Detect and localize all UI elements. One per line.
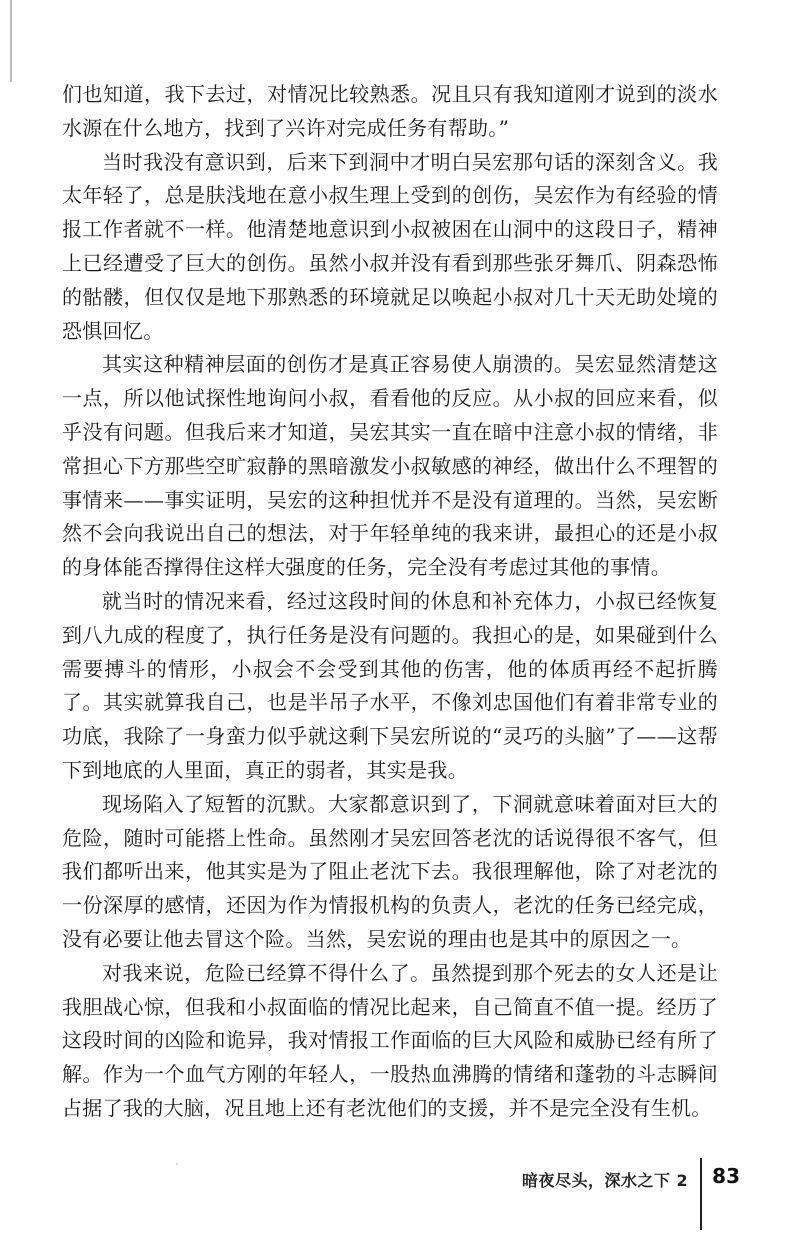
paragraph: 当时我没有意识到，后来下到洞中才明白吴宏那句话的深刻含义。我太年轻了，总是肤浅地在意小叔生理上受到的创伤，吴宏作为有经验的情报工作者就不一样。他清楚地意识到小叔被困在山洞中的这段日子，精神上已经遭受了巨大的创伤。虽然小叔并没有看到那些张牙舞爪、阴森恐怖的骷髅，但仅仅是地下那熟悉的环境就足以唤起小叔对几十天无助处境的恐惧回忆。 — [62, 149, 718, 343]
print-speck — [176, 1163, 178, 1165]
page-footer — [522, 1158, 740, 1218]
paragraph-continued: 们也知道，我下去过，对情况比较熟悉。况且只有我知道刚才说到的淡水水源在什么地方，找到了兴许对完成任务有帮助。” — [62, 82, 718, 140]
page-edge-shadow — [10, 0, 12, 82]
running-title: 暗夜尽头，深水之下 2 — [521, 1171, 689, 1190]
paragraph: 现场陷入了短暂的沉默。大家都意识到了，下洞就意味着面对巨大的危险，随时可能搭上性命。虽然刚才吴宏回答老沈的话说得很不客气，但我们都听出来，他其实是为了阻止老沈下去。我很理解他，除了对老沈的一份深厚的感情，还因为作为情报机构的负责人，老沈的任务已经完成，没有必要让他去冒这个险。当然，吴宏说的理由也是其中的原因之一。 — [62, 791, 718, 951]
paragraph: 对我来说，危险已经算不得什么了。虽然提到那个死去的女人还是让我胆战心惊，但我和小叔面临的情况比起来，自己简直不值一提。经历了这段时间的凶险和诡异，我对情报工作面临的巨大风险和威胁已经有所了解。作为一个血气方刚的年轻人，一股热血沸腾的情绪和蓬勃的斗志瞬间占据了我的大脑，况且地上还有老沈他们的支援，并不是完全没有生机。 — [62, 960, 718, 1120]
paragraph: 就当时的情况来看，经过这段时间的休息和补充体力，小叔已经恢复到八九成的程度了，执行任务是没有问题的。我担心的是，如果碰到什么需要搏斗的情形，小叔会不会受到其他的伤害，他的体质再经不起折腾了。其实就算我自己，也是半吊子水平，不像刘忠国他们有着非常专业的功底，我除了一身蛮力似乎就这剩下吴宏所说的“灵巧的头脑”了——这帮下到地底的人里面，真正的弱者，其实是我。 — [62, 588, 718, 782]
body-text — [62, 78, 718, 1126]
page-number: 83 — [712, 1164, 740, 1188]
footer-divider — [700, 1158, 702, 1230]
paragraph: 其实这种精神层面的创伤才是真正容易使人崩溃的。吴宏显然清楚这一点，所以他试探性地询问小叔，看看他的反应。从小叔的回应来看，似乎没有问题。但我后来才知道，吴宏其实一直在暗中注意小叔的情绪，非常担心下方那些空旷寂静的黑暗激发小叔敏感的神经，做出什么不理智的事情来——事实证明，吴宏的这种担忧并不是没有道理的。当然，吴宏断然不会向我说出自己的想法，对于年轻单纯的我来讲，最担心的还是小叔的身体能否撑得住这样大强度的任务，完全没有考虑过其他的事情。 — [62, 352, 718, 580]
